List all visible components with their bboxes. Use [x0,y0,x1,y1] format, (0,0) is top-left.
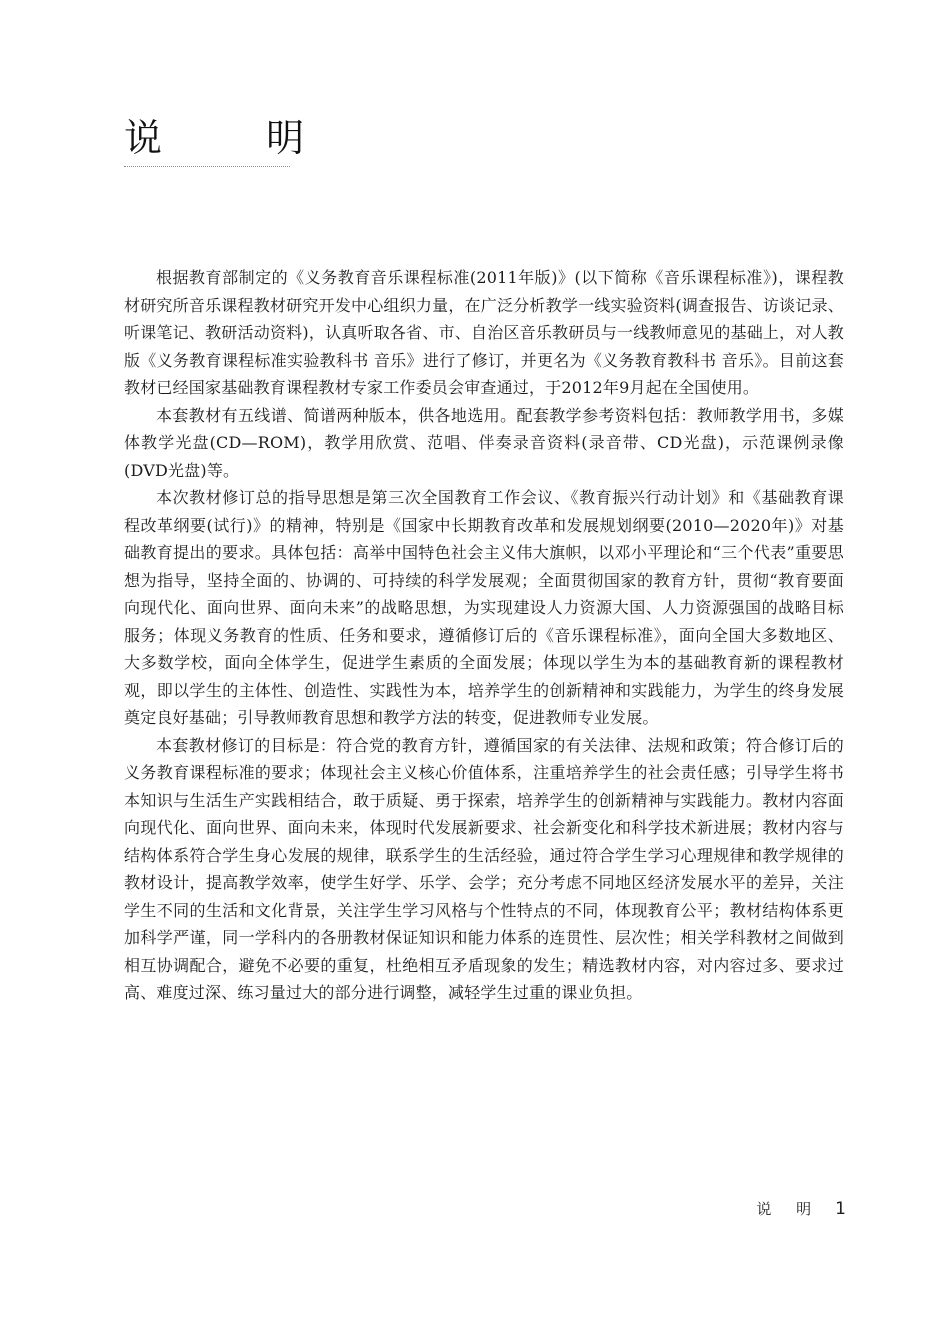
page-number: 1 [835,1199,846,1219]
running-title: 说 明 [756,1200,822,1218]
body-text [124,264,844,1007]
paragraph-revision-goals: 本套教材修订的目标是：符合党的教育方针，遵循国家的有关法律、法规和政策；符合修订后的义务教育课程标准的要求；体现社会主义核心价值体系，注重培养学生的社会责任感；引导学生将书本知识与生活生产实践相结合，敢于质疑、勇于探索，培养学生的创新精神与实践能力。教材内容面向现代化、面向世界、面向未来，体现时代发展新要求、社会新变化和科学技术新进展；教材内容与结构体系符合学生身心发展的规律，联系学生的生活经验，通过符合学生学习心理规律和教学规律的教材设计，提高教学效率，使学生好学、乐学、会学；充分考虑不同地区经济发展水平的差异，关注学生不同的生活和文化背景，关注学生学习风格与个性特点的不同，体现教育公平；教材结构体系更加科学严谨，同一学科内的各册教材保证知识和能力体系的连贯性、层次性；相关学科教材之间做到相互协调配合，避免不必要的重复，杜绝相互矛盾现象的发生；精选教材内容，对内容过多、要求过高、难度过深、练习量过大的部分进行调整，减轻学生过重的课业负担。 [124,735,844,1002]
heading-dotted-rule [124,166,290,167]
page-footer [756,1198,846,1219]
paragraph-guiding-ideology: 本次教材修订总的指导思想是第三次全国教育工作会议、《教育振兴行动计划》和《基础教育课程改革纲要(试行)》的精神，特别是《国家中长期教育改革和发展规划纲要(2010—2020年)》对基础教育提出的要求。具体包括：高举中国特色社会主义伟大旗帜，以邓小平理论和“三个代表”重要思想为指导，坚持全面的、协调的、可持续的科学发展观；全面贯彻国家的教育方针，贯彻“教育要面向现代化、面向世界、面向未来”的战略思想，为实现建设人力资源大国、人力资源强国的战略目标服务；体现义务教育的性质、任务和要求，遵循修订后的《音乐课程标准》，面向全国大多数地区、大多数学校，面向全体学生，促进学生素质的全面发展；体现以学生为本的基础教育新的课程教材观，即以学生的主体性、创造性、实践性为本，培养学生的创新精神和实践能力，为学生的终身发展奠定良好基础；引导教师教育思想和教学方法的转变，促进教师专业发展。 [124,488,844,727]
paragraph-editions: 本套教材有五线谱、简谱两种版本，供各地选用。配套教学参考资料包括：教师教学用书，多媒体教学光盘(CD—ROM)，教学用欣赏、范唱、伴奏录音资料(录音带、CD光盘)，示范课例录像(DVD光盘)等。 [124,405,844,480]
paragraph-intro: 根据教育部制定的《义务教育音乐课程标准(2011年版)》(以下简称《音乐课程标准》)，课程教材研究所音乐课程教材研究开发中心组织力量，在广泛分析教学一线实验资料(调查报告、访谈记录、听课笔记、教研活动资料)，认真听取各省、市、自治区音乐教研员与一线教师意见的基础上，对人教版《义务教育课程标准实验教科书 音乐》进行了修订，并更名为《义务教育教科书 音乐》。目前这套教材已经国家基础教育课程教材专家工作委员会审查通过，于2012年9月起在全国使用。 [124,268,844,397]
page-heading: 说 明 [124,116,351,160]
